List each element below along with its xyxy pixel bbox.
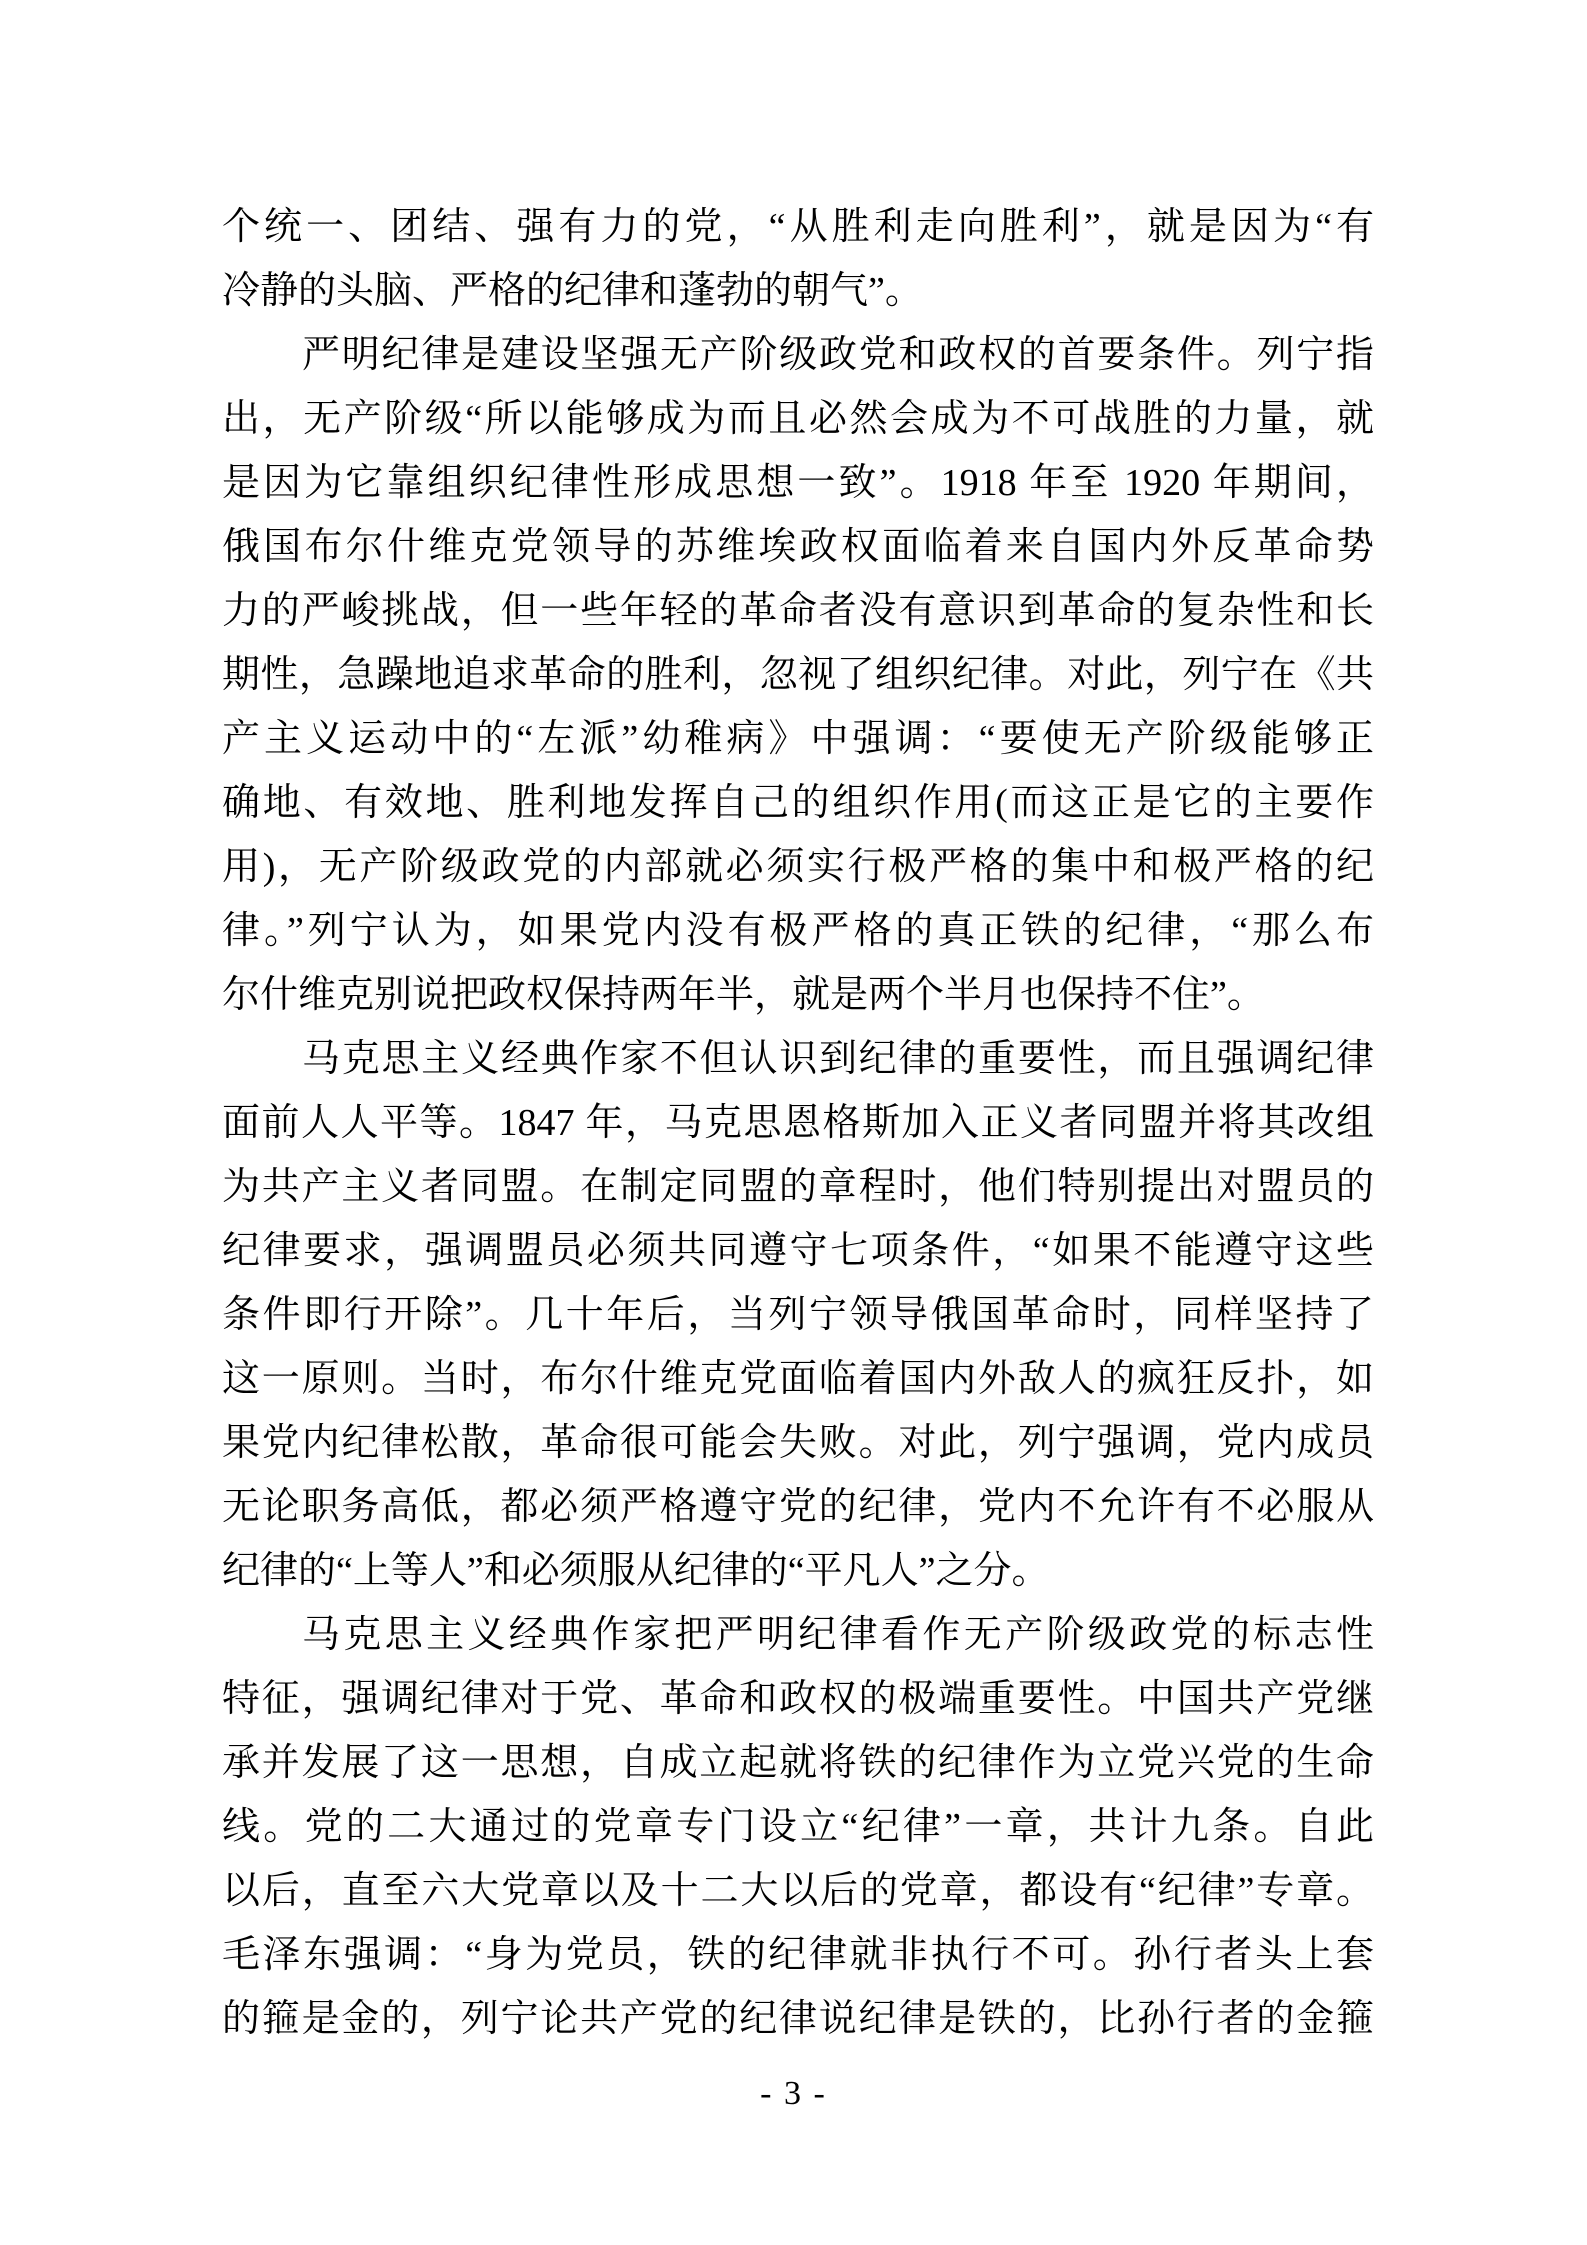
text-line: 出，无产阶级“所以能够成为而且必然会成为不可战胜的力量，就 xyxy=(222,398,1374,440)
text-line: 特征，强调纪律对于党、革命和政权的极端重要性。中国共产党继 xyxy=(222,1678,1374,1720)
text-line: 俄国布尔什维克党领导的苏维埃政权面临着来自国内外反革命势 xyxy=(222,526,1374,568)
text-line: 条件即行开除”。几十年后，当列宁领导俄国革命时，同样坚持了 xyxy=(222,1294,1374,1336)
text-line: 以后，直至六大党章以及十二大以后的党章，都设有“纪律”专章。 xyxy=(222,1870,1374,1912)
text-line: 力的严峻挑战，但一些年轻的革命者没有意识到革命的复杂性和长 xyxy=(222,590,1374,632)
text-line: 确地、有效地、胜利地发挥自己的组织作用(而这正是它的主要作 xyxy=(222,782,1374,824)
text-line: 这一原则。当时，布尔什维克党面临着国内外敌人的疯狂反扑，如 xyxy=(222,1358,1374,1400)
text-line: 为共产主义者同盟。在制定同盟的章程时，他们特别提出对盟员的 xyxy=(222,1166,1374,1208)
text-line: 面前人人平等。1847 年，马克思恩格斯加入正义者同盟并将其改组 xyxy=(222,1102,1374,1144)
text-line: 尔什维克别说把政权保持两年半，就是两个半月也保持不住”。 xyxy=(222,974,1265,1016)
text-line: 用)，无产阶级政党的内部就必须实行极严格的集中和极严格的纪 xyxy=(222,846,1374,888)
text-line: 严明纪律是建设坚强无产阶级政党和政权的首要条件。列宁指 xyxy=(302,334,1374,376)
text-line: 承并发展了这一思想，自成立起就将铁的纪律作为立党兴党的生命 xyxy=(222,1742,1374,1784)
text-line: 纪律的“上等人”和必须服从纪律的“平凡人”之分。 xyxy=(222,1550,1050,1592)
document-text xyxy=(222,195,1374,2051)
text-line: 个统一、团结、强有力的党，“从胜利走向胜利”，就是因为“有 xyxy=(222,206,1374,248)
text-line: 无论职务高低，都必须严格遵守党的纪律，党内不允许有不必服从 xyxy=(222,1486,1374,1528)
text-line: 马克思主义经典作家不但认识到纪律的重要性，而且强调纪律 xyxy=(302,1038,1374,1080)
text-line: 律。”列宁认为，如果党内没有极严格的真正铁的纪律，“那么布 xyxy=(222,910,1374,952)
text-line: 产主义运动中的“左派”幼稚病》中强调：“要使无产阶级能够正 xyxy=(222,718,1374,760)
text-line: 是因为它靠组织纪律性形成思想一致”。1918 年至 1920 年期间， xyxy=(222,462,1374,504)
page-number: - 3 - xyxy=(760,2075,827,2112)
text-line: 毛泽东强调：“身为党员，铁的纪律就非执行不可。孙行者头上套 xyxy=(222,1934,1374,1976)
text-line: 的箍是金的，列宁论共产党的纪律说纪律是铁的，比孙行者的金箍 xyxy=(222,1998,1374,2040)
text-line: 果党内纪律松散，革命很可能会失败。对此，列宁强调，党内成员 xyxy=(222,1422,1374,1464)
text-line: 期性，急躁地追求革命的胜利，忽视了组织纪律。对此，列宁在《共 xyxy=(222,654,1374,696)
text-line: 纪律要求，强调盟员必须共同遵守七项条件，“如果不能遵守这些 xyxy=(222,1230,1374,1272)
text-line: 线。党的二大通过的党章专门设立“纪律”一章，共计九条。自此 xyxy=(222,1806,1374,1848)
text-line: 冷静的头脑、严格的纪律和蓬勃的朝气”。 xyxy=(222,270,923,312)
text-line: 马克思主义经典作家把严明纪律看作无产阶级政党的标志性 xyxy=(302,1614,1374,1656)
